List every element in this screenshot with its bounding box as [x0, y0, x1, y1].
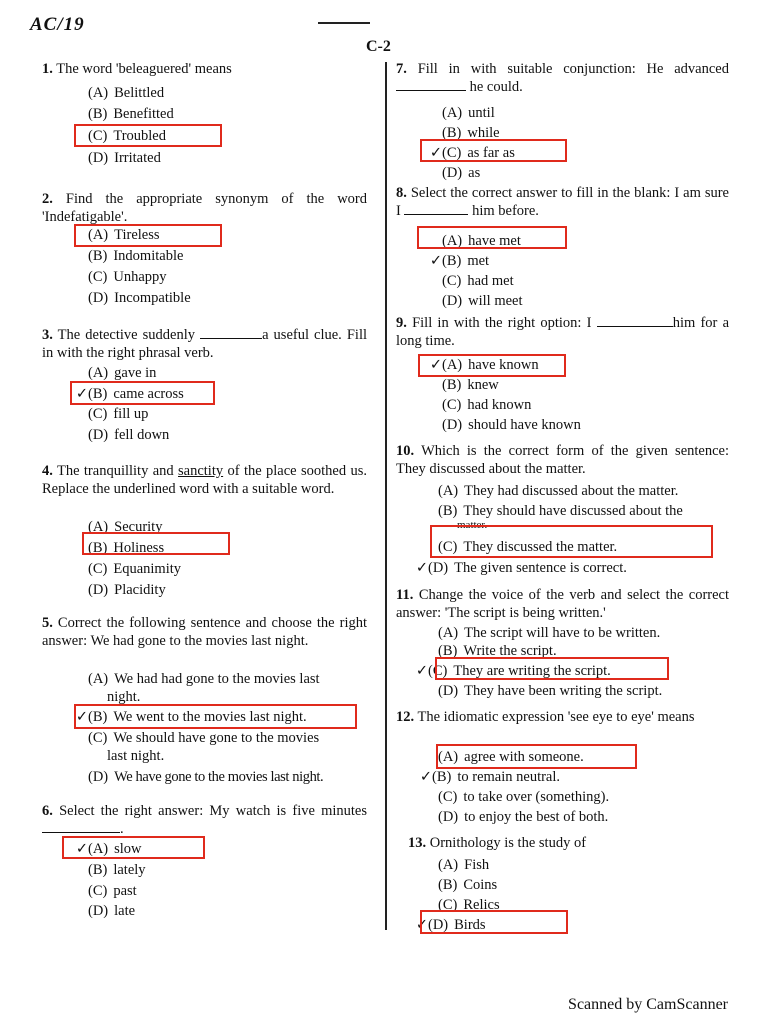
answer-blank: [404, 202, 468, 215]
option-a: (A) We had had gone to the movies last night.: [88, 671, 320, 705]
question-2: [42, 190, 368, 306]
option-c: (C) We should have gone to the movies last night.: [88, 730, 320, 764]
option-b: (B) Holiness: [88, 540, 165, 556]
option-d: (D) as: [442, 165, 481, 181]
option-a: (A) gave in: [88, 365, 157, 381]
option-d: (D) They have been writing the script.: [438, 683, 663, 699]
question-stem: 7. Fill in with suitable conjunction: He advanced he could.: [396, 61, 729, 95]
highlight-box-q1: [74, 124, 222, 147]
option-d: (D) fell down: [88, 427, 170, 443]
top-rule: [318, 22, 370, 24]
question-1: [42, 60, 367, 166]
option-a: (A) agree with someone.: [438, 749, 584, 765]
option-b: ✓(B) to remain neutral.: [419, 769, 561, 785]
option-d: ✓(D) Birds: [415, 917, 486, 933]
option-c: (C) to take over (something).: [438, 789, 610, 805]
question-stem: 3. The detective suddenly a useful clue. Fill in with the right phrasal verb.: [42, 327, 368, 361]
option-a: ✓(A) slow: [75, 841, 142, 857]
option-d: (D) should have known: [442, 417, 581, 433]
question-13: [396, 834, 729, 933]
option-d: (D) Irritated: [88, 150, 161, 166]
highlight-box-q2: [74, 224, 222, 247]
option-a: ✓(A) have known: [429, 357, 539, 373]
option-b: ✓(B) came across: [75, 386, 184, 402]
option-b: (B) while: [442, 125, 500, 141]
option-a: (A) Tireless: [88, 227, 160, 243]
highlight-box-q10: [430, 525, 713, 558]
option-b: (B) They should have discussed about the matter.: [438, 503, 683, 531]
scanner-watermark: Scanned by CamScanner: [568, 996, 728, 1013]
option-d: (D) We have gone to the movies last night.: [88, 769, 324, 785]
question-11: [396, 586, 729, 699]
question-3: [42, 326, 368, 443]
question-9: [396, 314, 730, 433]
highlight-box-q3: [70, 381, 215, 405]
highlight-box-q12: [436, 744, 637, 769]
option-a: (A) The script will have to be written.: [438, 625, 661, 641]
question-stem: 9. Fill in with the right option: I him for a long time.: [396, 315, 730, 349]
option-a: (A) Belittled: [88, 85, 165, 101]
answer-blank: [597, 314, 673, 327]
answer-blank: [200, 326, 262, 339]
question-7: [396, 60, 729, 181]
highlight-box-q9: [418, 354, 566, 377]
option-c: (C) fill up: [88, 406, 149, 422]
option-b: (B) knew: [442, 377, 499, 393]
highlight-box-q7: [420, 139, 567, 162]
column-divider: [385, 62, 387, 930]
highlight-box-q11: [435, 657, 669, 680]
question-stem: 1. The word 'beleaguered' means: [42, 61, 232, 77]
highlight-box-q6: [62, 836, 205, 859]
option-b: (B) Write the script.: [438, 643, 557, 659]
highlight-box-q5: [74, 704, 357, 729]
option-d: (D) late: [88, 903, 136, 919]
corner-code: AC/19: [30, 14, 85, 35]
highlight-box-q4: [82, 532, 230, 555]
option-c: (C) had met: [442, 273, 514, 289]
answer-blank: [396, 78, 466, 91]
question-4: [42, 462, 367, 598]
question-stem: 6. Select the right answer: My watch is five minutes .: [42, 803, 368, 837]
option-c: (C) Troubled: [88, 128, 166, 144]
question-5: [42, 614, 368, 785]
option-c: (C) had known: [442, 397, 532, 413]
option-c: (C) Unhappy: [88, 269, 167, 285]
question-6: [42, 802, 368, 919]
option-a: (A) until: [442, 105, 495, 121]
option-d: (D) Placidity: [88, 582, 166, 598]
option-b: (B) lately: [88, 862, 146, 878]
highlight-box-q13: [420, 910, 568, 934]
question-stem: 8. Select the correct answer to fill in the blank: I am sure I him before.: [396, 185, 729, 219]
option-c: (C) Equanimity: [88, 561, 182, 577]
answer-blank: [42, 820, 120, 833]
question-stem: 12. The idiomatic expression 'see eye to eye' means: [396, 709, 695, 725]
question-stem: 2. Find the appropriate synonym of the word 'Indefatigable'.: [42, 191, 368, 225]
option-c: (C) Relics: [438, 897, 500, 913]
question-12: [396, 708, 729, 825]
option-b: ✓(B) met: [429, 253, 490, 269]
option-a: (A) have met: [442, 233, 521, 249]
option-b: (B) Coins: [438, 877, 498, 893]
option-d: (D) to enjoy the best of both.: [438, 809, 609, 825]
option-d: (D) Incompatible: [88, 290, 191, 306]
option-b: ✓(B) We went to the movies last night.: [75, 709, 307, 725]
option-c: ✓(C) as far as: [429, 145, 515, 161]
option-c: (C) past: [88, 883, 137, 899]
option-c: (C) They discussed the matter.: [438, 539, 618, 555]
question-stem: 10. Which is the correct form of the given sentence: They discussed about the matter.: [396, 443, 729, 477]
question-stem: 4. The tranquillity and sanctity of the place soothed us. Replace the underlined word with a suitable word.: [42, 463, 367, 497]
option-a: (A) Fish: [438, 857, 490, 873]
option-b: (B) Indomitable: [88, 248, 184, 264]
option-a: (A) They had discussed about the matter.: [438, 483, 679, 499]
underlined-word: sanctity: [178, 463, 224, 479]
option-d: (D) will meet: [442, 293, 523, 309]
question-10: [396, 442, 729, 576]
question-stem: 11. Change the voice of the verb and select the correct answer: 'The script is being written.': [396, 587, 729, 621]
highlight-box-q8: [417, 226, 567, 249]
option-b: (B) Benefitted: [88, 106, 174, 122]
question-stem: 13. Ornithology is the study of: [408, 835, 587, 851]
option-c: ✓(C) They are writing the script.: [415, 663, 611, 679]
page-code: C-2: [366, 38, 391, 55]
option-d: ✓(D) The given sentence is correct.: [415, 560, 627, 576]
question-stem: 5. Correct the following sentence and choose the right answer: We had gone to the movies last night.: [42, 615, 368, 649]
question-8: [396, 184, 729, 309]
option-a: (A) Security: [88, 519, 163, 535]
